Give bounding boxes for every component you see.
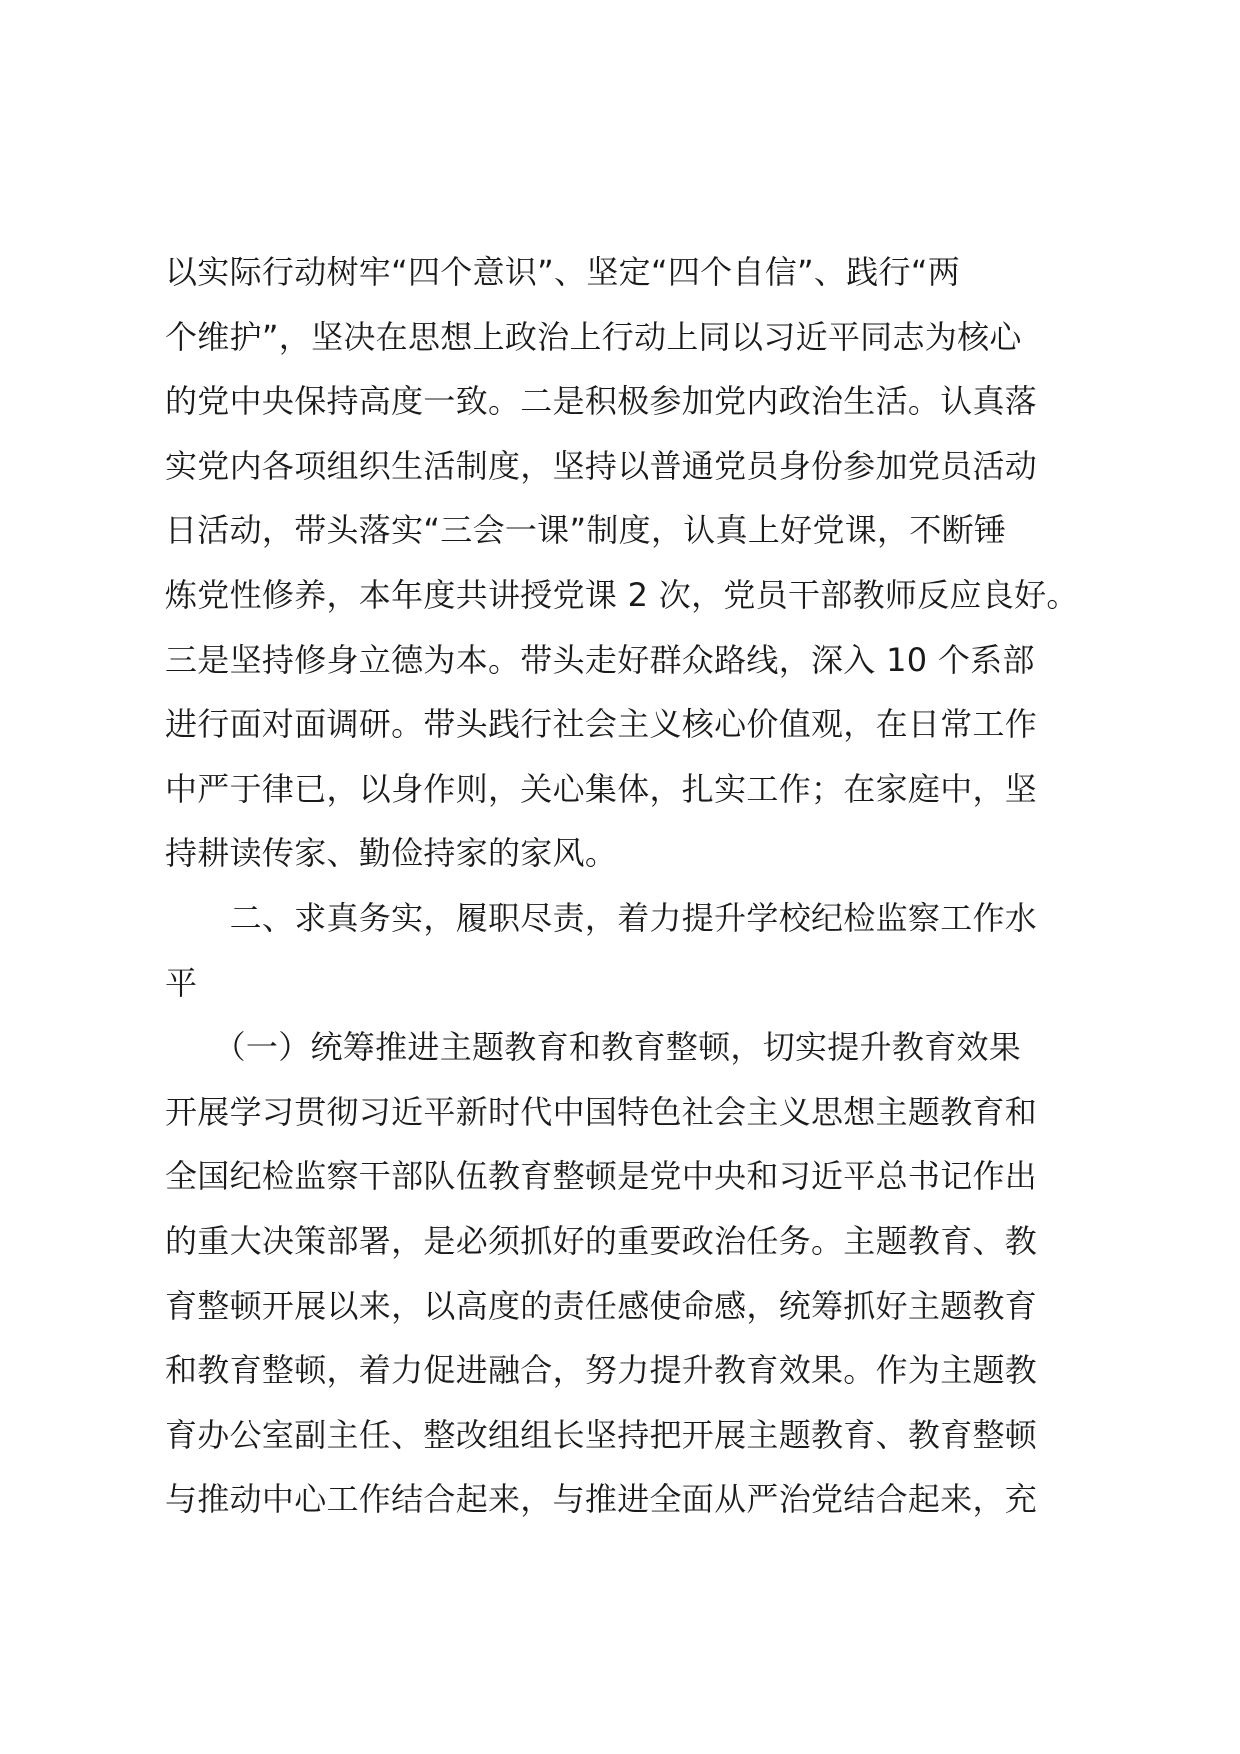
text-line: 炼党性修养，本年度共讲授党课 2 次，党员干部教师反应良好。 <box>165 575 1079 614</box>
text-line: 的重大决策部署，是必须抓好的重要政治任务。主题教育、教 <box>165 1221 1038 1260</box>
text-line: 个维护”，坚决在思想上政治上行动上同以习近平同志为核心 <box>165 317 1022 356</box>
text-line: 和教育整顿，着力促进融合，努力提升教育效果。作为主题教 <box>165 1351 1038 1390</box>
text-line: 育办公室副主任、整改组组长坚持把开展主题教育、教育整顿 <box>165 1415 1038 1454</box>
text-line: 的党中央保持高度一致。二是积极参加党内政治生活。认真落 <box>165 382 1038 421</box>
text-line: 持耕读传家、勤俭持家的家风。 <box>165 834 618 873</box>
body-text <box>165 240 1095 1532</box>
text-line: 三是坚持修身立德为本。带头走好群众路线，深入 10 个系部 <box>165 640 1035 679</box>
section-heading: 二、求真务实，履职尽责，着力提升学校纪检监察工作水 <box>165 898 1038 937</box>
text-line: 进行面对面调研。带头践行社会主义核心价值观，在日常工作 <box>165 705 1038 744</box>
text-line: 与推动中心工作结合起来，与推进全面从严治党结合起来，充 <box>165 1480 1038 1519</box>
text-line: 以实际行动树牢“四个意识”、坚定“四个自信”、践行“两 <box>165 253 960 291</box>
section-heading-cont: 平 <box>165 963 198 1002</box>
text-line: 开展学习贯彻习近平新时代中国特色社会主义思想主题教育和 <box>165 1092 1038 1131</box>
text-line: 中严于律已，以身作则，关心集体，扎实工作；在家庭中，坚 <box>165 769 1038 808</box>
text-line: 日活动，带头落实“三会一课”制度，认真上好党课，不断锤 <box>165 511 1007 550</box>
text-line: 育整顿开展以来，以高度的责任感使命感，统筹抓好主题教育 <box>165 1286 1038 1325</box>
text-line: 全国纪检监察干部队伍教育整顿是党中央和习近平总书记作出 <box>165 1157 1038 1196</box>
text-line: 实党内各项组织生活制度，坚持以普通党员身份参加党员活动 <box>165 446 1038 485</box>
subsection-heading: （一）统筹推进主题教育和教育整顿，切实提升教育效果 <box>165 1028 1022 1067</box>
